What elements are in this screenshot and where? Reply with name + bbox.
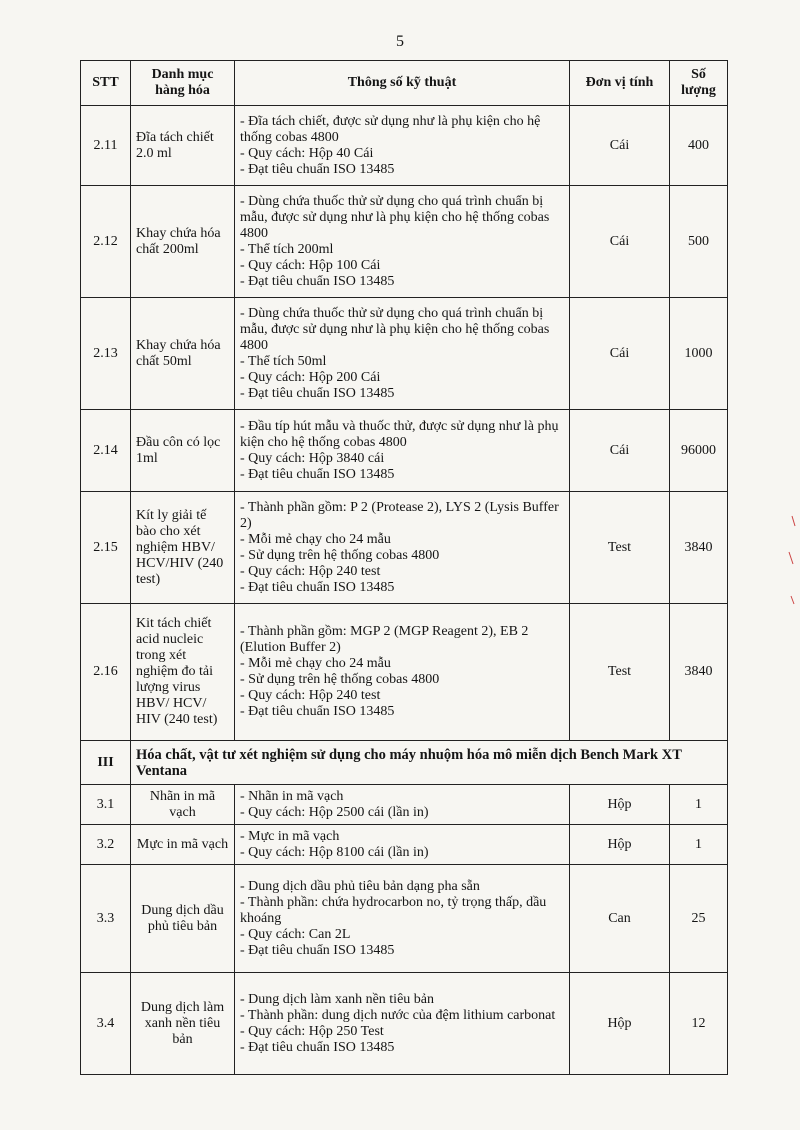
section-number: III bbox=[81, 741, 131, 785]
specification-table bbox=[80, 60, 728, 1075]
row-stt: 2.11 bbox=[81, 106, 131, 186]
header-unit: Đơn vị tính bbox=[570, 61, 670, 106]
spec-line: - Quy cách: Hộp 250 Test bbox=[240, 1023, 384, 1039]
row-specs bbox=[235, 825, 570, 865]
row-unit: Cái bbox=[570, 186, 670, 298]
spec-line: - Quy cách: Hộp 240 test bbox=[240, 688, 381, 703]
row-specs bbox=[235, 785, 570, 825]
row-stt: 2.12 bbox=[81, 186, 131, 298]
table-row bbox=[81, 825, 728, 865]
row-specs bbox=[235, 865, 570, 973]
spec-line: - Sử dụng trên hệ thống cobas 4800 bbox=[240, 547, 440, 563]
row-quantity: 12 bbox=[670, 973, 728, 1075]
spec-line: - Thể tích 50ml bbox=[240, 353, 327, 369]
table-row bbox=[81, 410, 728, 492]
row-quantity: 96000 bbox=[670, 410, 728, 492]
margin-stamp-marks bbox=[786, 512, 798, 612]
page-number: 5 bbox=[396, 33, 404, 50]
row-unit: Hộp bbox=[570, 785, 670, 825]
spec-line: - Đạt tiêu chuẩn ISO 13485 bbox=[240, 1039, 395, 1055]
row-item-name: Kit tách chiết acid nucleic trong xét nghiệm đo tải lượng virus HBV/ HCV/ HIV (240 test) bbox=[131, 604, 235, 741]
row-specs bbox=[235, 410, 570, 492]
spec-line: - Thể tích 200ml bbox=[240, 241, 334, 257]
row-unit: Cái bbox=[570, 410, 670, 492]
row-specs bbox=[235, 604, 570, 741]
spec-line: - Dùng chứa thuốc thử sử dụng cho quá trình chuẩn bị mẫu, được sử dụng như là phụ kiện cho hệ thống cobas 4800 bbox=[240, 305, 550, 353]
header-category: Danh mục hàng hóa bbox=[131, 61, 235, 106]
spec-line: - Sử dụng trên hệ thống cobas 4800 bbox=[240, 672, 440, 687]
row-quantity: 3840 bbox=[670, 604, 728, 741]
row-stt: 2.14 bbox=[81, 410, 131, 492]
spec-line: - Đầu típ hút mẫu và thuốc thử, được sử dụng như là phụ kiện cho hệ thống cobas 4800 bbox=[240, 418, 559, 450]
table-row bbox=[81, 186, 728, 298]
spec-line: - Đạt tiêu chuẩn ISO 13485 bbox=[240, 579, 395, 595]
table-row bbox=[81, 865, 728, 973]
table-row bbox=[81, 604, 728, 741]
spec-line: - Quy cách: Hộp 2500 cái (lần in) bbox=[240, 804, 429, 820]
spec-line: - Đạt tiêu chuẩn ISO 13485 bbox=[240, 161, 395, 177]
row-quantity: 1 bbox=[670, 825, 728, 865]
row-quantity: 3840 bbox=[670, 492, 728, 604]
row-specs bbox=[235, 973, 570, 1075]
row-stt: 2.13 bbox=[81, 298, 131, 410]
spec-line: - Đạt tiêu chuẩn ISO 13485 bbox=[240, 466, 395, 482]
row-quantity: 500 bbox=[670, 186, 728, 298]
row-unit: Test bbox=[570, 604, 670, 741]
row-quantity: 1 bbox=[670, 785, 728, 825]
table-row bbox=[81, 106, 728, 186]
spec-line: - Quy cách: Hộp 100 Cái bbox=[240, 257, 381, 273]
header-quantity: Số lượng bbox=[670, 61, 728, 106]
row-item-name: Khay chứa hóa chất 50ml bbox=[131, 298, 235, 410]
row-unit: Can bbox=[570, 865, 670, 973]
row-item-name: Đầu côn có lọc 1ml bbox=[131, 410, 235, 492]
row-item-name: Dung dịch dầu phủ tiêu bản bbox=[131, 865, 235, 973]
spec-line: - Quy cách: Hộp 200 Cái bbox=[240, 369, 381, 385]
row-unit: Hộp bbox=[570, 973, 670, 1075]
table-row bbox=[81, 298, 728, 410]
spec-line: - Thành phần: chứa hydrocarbon no, tỷ trọng thấp, dầu khoáng bbox=[240, 894, 547, 926]
spec-line: - Quy cách: Hộp 240 test bbox=[240, 563, 381, 579]
row-unit: Cái bbox=[570, 298, 670, 410]
row-unit: Hộp bbox=[570, 825, 670, 865]
table-row bbox=[81, 492, 728, 604]
row-specs bbox=[235, 106, 570, 186]
row-quantity: 1000 bbox=[670, 298, 728, 410]
spec-line: - Quy cách: Hộp 8100 cái (lần in) bbox=[240, 844, 429, 860]
spec-line: - Mỗi mẻ chạy cho 24 mẫu bbox=[240, 531, 391, 547]
row-item-name: Nhãn in mã vạch bbox=[131, 785, 235, 825]
spec-line: - Quy cách: Hộp 40 Cái bbox=[240, 145, 374, 161]
row-stt: 3.1 bbox=[81, 785, 131, 825]
section-row bbox=[81, 741, 728, 785]
row-specs bbox=[235, 186, 570, 298]
row-stt: 3.2 bbox=[81, 825, 131, 865]
row-unit: Test bbox=[570, 492, 670, 604]
spec-line: - Mỗi mẻ chạy cho 24 mẫu bbox=[240, 656, 391, 671]
row-item-name: Khay chứa hóa chất 200ml bbox=[131, 186, 235, 298]
spec-line: - Dung dịch dầu phủ tiêu bản dạng pha sẵn bbox=[240, 878, 480, 894]
spec-line: - Thành phần gồm: MGP 2 (MGP Reagent 2), EB 2 (Elution Buffer 2) bbox=[240, 624, 529, 655]
header-stt: STT bbox=[81, 61, 131, 106]
table-row bbox=[81, 973, 728, 1075]
row-quantity: 25 bbox=[670, 865, 728, 973]
spec-line: - Dùng chứa thuốc thử sử dụng cho quá trình chuẩn bị mẫu, được sử dụng như là phụ kiện cho hệ thống cobas 4800 bbox=[240, 193, 550, 241]
row-stt: 3.3 bbox=[81, 865, 131, 973]
table-row bbox=[81, 785, 728, 825]
row-item-name: Dung dịch làm xanh nền tiêu bản bbox=[131, 973, 235, 1075]
header-specs: Thông số kỹ thuật bbox=[235, 61, 570, 106]
row-specs bbox=[235, 492, 570, 604]
row-stt: 2.15 bbox=[81, 492, 131, 604]
spec-line: - Dung dịch làm xanh nền tiêu bản bbox=[240, 991, 435, 1007]
row-quantity: 400 bbox=[670, 106, 728, 186]
row-item-name: Kít ly giải tế bào cho xét nghiệm HBV/ HCV/HIV (240 test) bbox=[131, 492, 235, 604]
row-stt: 2.16 bbox=[81, 604, 131, 741]
row-stt: 3.4 bbox=[81, 973, 131, 1075]
row-unit: Cái bbox=[570, 106, 670, 186]
row-item-name: Đĩa tách chiết 2.0 ml bbox=[131, 106, 235, 186]
spec-line: - Thành phần gồm: P 2 (Protease 2), LYS 2 (Lysis Buffer 2) bbox=[240, 499, 559, 531]
spec-line: - Quy cách: Can 2L bbox=[240, 926, 351, 942]
spec-line: - Đạt tiêu chuẩn ISO 13485 bbox=[240, 704, 395, 719]
spec-line: - Quy cách: Hộp 3840 cái bbox=[240, 450, 385, 466]
spec-line: - Thành phần: dung dịch nước của đệm lithium carbonat bbox=[240, 1007, 556, 1023]
spec-line: - Nhãn in mã vạch bbox=[240, 788, 344, 804]
spec-line: - Đạt tiêu chuẩn ISO 13485 bbox=[240, 385, 395, 401]
spec-line: - Đạt tiêu chuẩn ISO 13485 bbox=[240, 942, 395, 958]
row-specs bbox=[235, 298, 570, 410]
section-title: Hóa chất, vật tư xét nghiệm sử dụng cho máy nhuộm hóa mô miễn dịch Bench Mark XT Ventana bbox=[131, 741, 728, 785]
spec-line: - Mực in mã vạch bbox=[240, 828, 340, 844]
row-item-name: Mực in mã vạch bbox=[131, 825, 235, 865]
spec-line: - Đĩa tách chiết, được sử dụng như là phụ kiện cho hệ thống cobas 4800 bbox=[240, 113, 541, 145]
table-header-row bbox=[81, 61, 728, 106]
spec-line: - Đạt tiêu chuẩn ISO 13485 bbox=[240, 273, 395, 289]
